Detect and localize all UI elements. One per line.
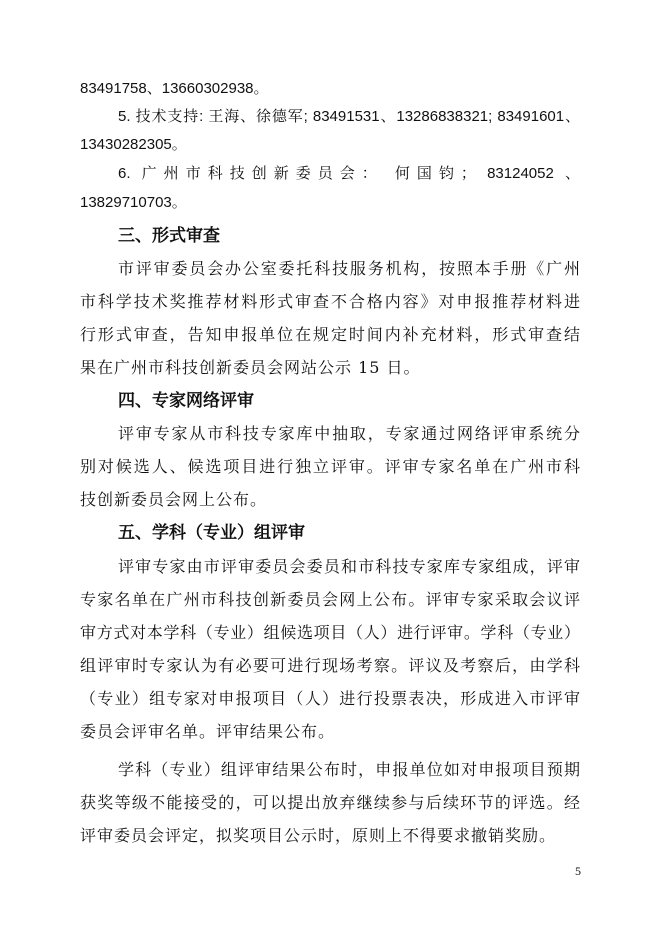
page-number: 5 <box>575 864 581 878</box>
paragraph-line: 学科（专业）组评审结果公布时，申报单位如对申报项目预期 <box>118 760 580 779</box>
paragraph-line: 专家名单在广州市科技创新委员会网上公布。评审专家采取会议评 <box>80 590 580 609</box>
paragraph-line: 市科学技术奖推荐材料形式审查不合格内容》对申报推荐材料进 <box>80 292 580 311</box>
paragraph-line: 技创新委员会网上公布。 <box>80 490 268 509</box>
paragraph-line: （专业）组专家对申报项目（人）进行投票表决，形成进入市评审 <box>80 689 580 708</box>
paragraph-line: 果在广州市科技创新委员会网站公示 15 日。 <box>80 358 421 377</box>
contact-item-5-cont: 13430282305。 <box>80 136 187 153</box>
paragraph-line: 别对候选人、候选项目进行独立评审。评审专家名单在广州市科 <box>80 457 580 476</box>
contact-line: 83491758、13660302938。 <box>80 80 269 97</box>
paragraph-line: 委员会评审名单。评审结果公布。 <box>80 722 336 741</box>
paragraph-line: 评审专家由市评审委员会委员和市科技专家库专家组成，评审 <box>118 557 580 576</box>
paragraph-line: 获奖等级不能接受的，可以提出放弃继续参与后续环节的评选。经 <box>80 793 580 812</box>
section-heading: 五、学科（专业）组评审 <box>118 523 305 542</box>
paragraph-line: 审方式对本学科（专业）组候选项目（人）进行评审。学科（专业） <box>80 623 580 642</box>
paragraph-line: 行形式审查，告知申报单位在规定时间内补充材料，形式审查结 <box>80 325 580 344</box>
section-heading: 四、专家网络评审 <box>118 391 254 410</box>
contact-item-5: 5. 技术支持: 王海、徐德军; 83491531、13286838321; 83491601、 <box>118 108 580 125</box>
section-heading: 三、形式审查 <box>118 226 220 245</box>
paragraph-line: 评审委员会评定，拟奖项目公示时，原则上不得要求撤销奖励。 <box>80 826 557 845</box>
paragraph-line: 组评审时专家认为有必要可进行现场考察。评议及考察后，由学科 <box>80 656 580 675</box>
paragraph-line: 市评审委员会办公室委托科技服务机构，按照本手册《广州 <box>118 259 580 278</box>
contact-item-6-cont: 13829710703。 <box>80 194 187 211</box>
contact-item-6: 6. 广州市科技创新委员会： 何国钧； 83124052 、 <box>118 165 580 182</box>
paragraph-line: 评审专家从市科技专家库中抽取，专家通过网络评审系统分 <box>118 424 580 443</box>
